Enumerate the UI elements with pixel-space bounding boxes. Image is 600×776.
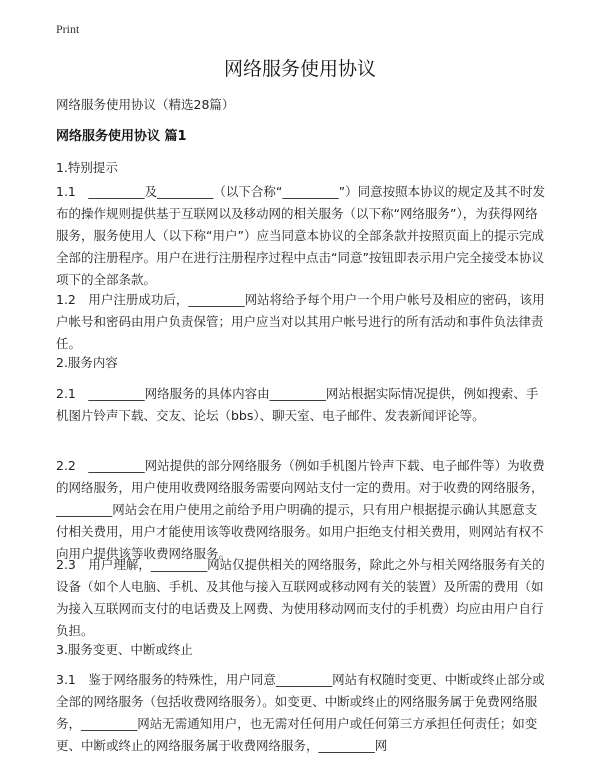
document-subtitle: 网络服务使用协议（精选28篇） — [56, 97, 235, 112]
heading-service-change: 3.服务变更、中断或终止 — [56, 642, 193, 657]
section-heading: 网络服务使用协议 篇1 — [56, 129, 187, 144]
clause-2-3: 2.3 用户理解，_________网站仅提供相关的网络服务，除此之外与相关网络服务有关的设备（如个人电脑、手机、及其他与接入互联网或移动网有关的装置）及所需的费用（如为接入互联网而支付的电话费及上网费、为使用移动网而支付的手机费）均应由用户自行负担。 — [56, 557, 545, 638]
document-title: 网络服务使用协议 — [223, 58, 376, 80]
clause-2-2: 2.2 _________网站提供的部分网络服务（例如手机图片铃声下载、电子邮件等）为收费的网络服务，用户使用收费网络服务需要向网站支付一定的费用。对于收费的网络服务，_________网站会在用户使用之前给予用户明确的提示，只有用户根据提示确认其愿意支付相关费用，用户才能使用该等收费网络服务。如用户拒绝支付相关费用，则网站有权不向用户提供该等收费网络服务。 — [56, 458, 545, 561]
clause-3-1: 3.1 鉴于网络服务的特殊性，用户同意_________网站有权随时变更、中断或终止部分或全部的网络服务（包括收费网络服务）。如变更、中断或终止的网络服务属于免费网络服务，_________网站无需通知用户，也无需对任何用户或任何第三方承担任何责任；如变更、中断或终止的网络服务属于收费网络服务，_________网 — [56, 672, 545, 753]
clause-1-1: 1.1 _________及_________（以下合称“_________”）同意按照本协议的规定及其不时发布的操作规则提供基于互联网以及移动网的相关服务（以下称“网络服务”），为获得网络服务，服务使用人（以下称“用户”）应当同意本协议的全部条款并按照页面上的提示完成全部的注册程序。用户在进行注册程序过程中点击“同意”按钮即表示用户完全接受本协议项下的全部条款。 — [56, 184, 546, 287]
heading-special-notice: 1.特别提示 — [56, 160, 118, 175]
clause-1-2: 1.2 用户注册成功后，_________网站将给予每个用户一个用户帐号及相应的密码，该用户帐号和密码由用户负责保管；用户应当对以其用户帐号进行的所有活动和事件负法律责任。 — [56, 292, 545, 351]
print-link[interactable]: Print — [56, 22, 80, 36]
heading-service-content: 2.服务内容 — [56, 355, 118, 370]
clause-2-1: 2.1 _________网络服务的具体内容由_________网站根据实际情况提供，例如搜索、手机图片铃声下载、交友、论坛（bbs）、聊天室、电子邮件、发表新闻评论等。 — [56, 386, 539, 423]
